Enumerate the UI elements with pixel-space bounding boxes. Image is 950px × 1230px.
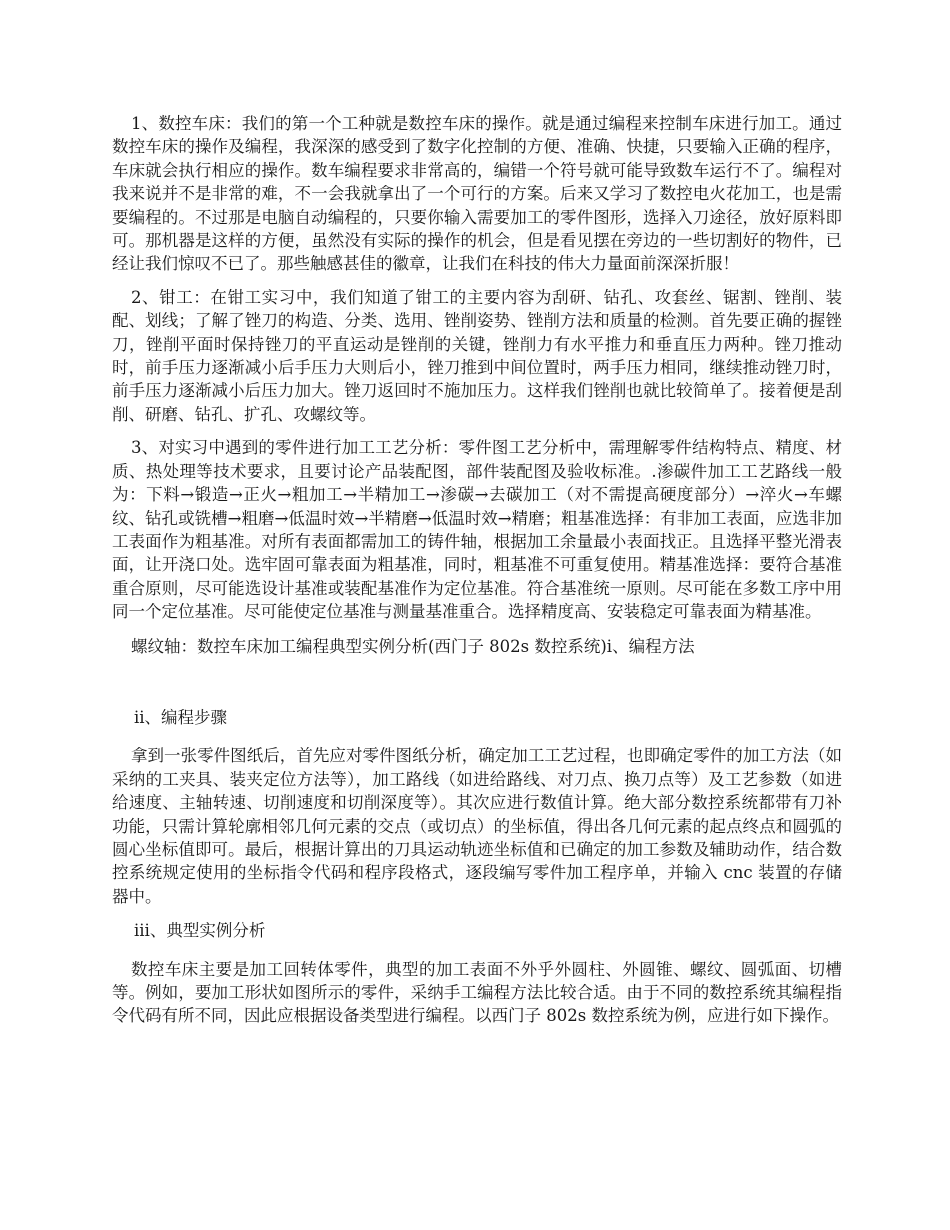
paragraph-fitter: 2、钳工：在钳工实习中，我们知道了钳工的主要内容为刮研、钻孔、攻套丝、锯割、锉削、装配、划线；了解了锉刀的构造、分类、选用、锉削姿势、锉削方法和质量的检测。首先要正确的握锉刀，锉削平面时保持锉刀的平直运动是锉削的关键，锉削力有水平推力和垂直压力两种。锉刀推动时，前手压力逐渐减小后手压力大则后小，锉刀推到中间位置时，两手压力相同，继续推动锉刀时，前手压力逐渐减小后压力加大。锉刀返回时不施加压力。这样我们锉削也就比较简单了。接着便是刮削、研磨、钻孔、扩孔、攻螺纹等。: [112, 287, 842, 424]
paragraph-typical-example: 数控车床主要是加工回转体零件，典型的加工表面不外乎外圆柱、外圆锥、螺纹、圆弧面、切槽等。例如，要加工形状如图所示的零件，采纳手工编程方法比较合适。由于不同的数控系统其编程指令代码有所不同，因此应根据设备类型进行编程。以西门子 802s 数控系统为例，应进行如下操作。: [112, 959, 842, 1026]
paragraph-process-analysis: 3、对实习中遇到的零件进行加工工艺分析：零件图工艺分析中，需理解零件结构特点、精度、材质、热处理等技术要求，且要讨论产品装配图，部件装配图及验收标准。.渗碳件加工工艺路线一般为：下料→锻造→正火→粗加工→半精加工→渗碳→去碳加工（对不需提高硬度部分）→淬火→车螺纹、钻孔或铣槽→粗磨→低温时效→半精磨→低温时效→精磨；粗基准选择：有非加工表面，应选非加工表面作为粗基准。对所有表面都需加工的铸件轴，根据加工余量最小表面找正。且选择平整光滑表面，让开浇口处。选牢固可靠表面为粗基准，同时，粗基准不可重复使用。精基准选择：要符合基准重合原则，尽可能选设计基准或装配基准作为定位基准。符合基准统一原则。尽可能在多数工序中用同一个定位基准。尽可能使定位基准与测量基准重合。选择精度高、安装稳定可靠表面为精基准。: [112, 438, 842, 622]
document-body: [112, 112, 842, 1028]
paragraph-cnc-lathe: 1、数控车床：我们的第一个工种就是数控车床的操作。就是通过编程来控制车床进行加工。通过数控车床的操作及编程，我深深的感受到了数字化控制的方便、准确、快捷，只要输入正确的程序，车床就会执行相应的操作。数车编程要求非常高的，编错一个符号就可能导致数车运行不了。编程对我来说并不是非常的难，不一会我就拿出了一个可行的方案。后来又学习了数控电火花加工，也是需要编程的。不过那是电脑自动编程的，只要你输入需要加工的零件图形，选择入刀途径，放好原料即可。那机器是这样的方便，虽然没有实际的操作的机会，但是看见摆在旁边的一些切割好的物件，已经让我们惊叹不已了。那些触感甚佳的徽章，让我们在科技的伟大力量面前深深折服！: [112, 114, 842, 274]
heading-typical-example: ⅲ、典型实例分析: [134, 921, 266, 941]
heading-programming-steps: ⅱ、编程步骤: [134, 707, 228, 727]
paragraph-thread-shaft: 螺纹轴：数控车床加工编程典型实例分析(西门子 802s 数控系统)i、编程方法: [130, 636, 695, 656]
paragraph-programming-steps: 拿到一张零件图纸后，首先应对零件图纸分析，确定加工工艺过程，也即确定零件的加工方法（如采纳的工夹具、装夹定位方法等），加工路线（如进给路线、对刀点、换刀点等）及工艺参数（如进给速度、主轴转速、切削速度和切削深度等）。其次应进行数值计算。绝大部分数控系统都带有刀补功能，只需计算轮廓相邻几何元素的交点（或切点）的坐标值，得出各几何元素的起点终点和圆弧的圆心坐标值即可。最后，根据计算出的刀具运动轨迹坐标值和已确定的加工参数及辅助动作，结合数控系统规定使用的坐标指令代码和程序段格式，逐段编写零件加工程序单，并输入 cnc 装置的存储器中。: [112, 746, 842, 906]
